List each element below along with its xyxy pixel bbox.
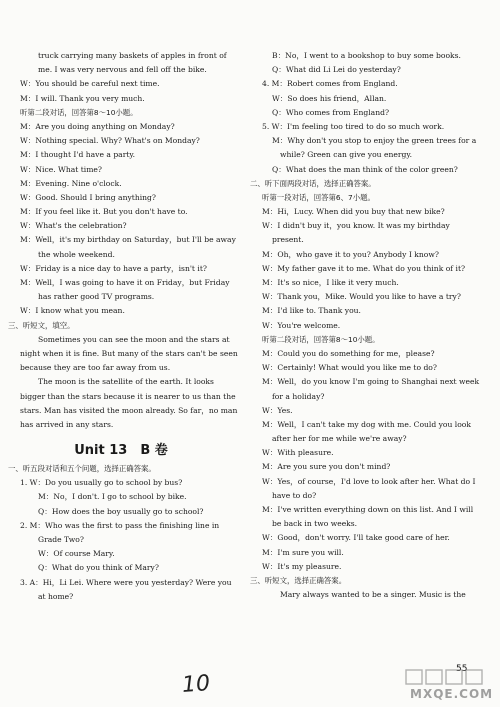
text-line: M：I'd like to. Thank you. [262, 306, 361, 316]
text-line: has rather good TV programs. [38, 292, 155, 302]
text-line: W：Good. Should I bring anything? [20, 192, 156, 202]
text-line: W：I didn't buy it，you know. It was my birthday [262, 221, 450, 231]
text-line: W：Of course Mary. [38, 549, 115, 559]
text-line: W：Yes，of course，I'd love to look after her. What do I [262, 476, 476, 486]
text-line: W：I know what you mean. [20, 306, 125, 316]
text-line: W：You should be careful next time. [20, 79, 160, 89]
text-line: 4. M：Robert comes from England. [262, 79, 398, 89]
left-column [8, 51, 238, 607]
text-line: because they are too far away from us. [20, 363, 171, 373]
text-line: M：Why don't you stop to enjoy the green trees for a [272, 136, 477, 146]
text-line: Q：What does the man think of the color green? [272, 164, 458, 174]
text-line: M：If you feel like it. But you don't have to. [20, 207, 188, 217]
text-line: 听第一段对话，回答第6、7小题。 [262, 192, 375, 202]
text-line: W：It's my pleasure. [262, 561, 342, 571]
text-line: M：It's so nice，I like it very much. [262, 278, 399, 287]
text-line: 一、听五段对话和五个问题，选择正确答案。 [8, 464, 156, 474]
text-line: 1. W：Do you usually go to school by bus? [20, 478, 183, 488]
text-line: has arrived in any stars. [20, 419, 114, 429]
text-line: M：Evening. Nine o'clock. [20, 178, 122, 188]
left-column-text [8, 51, 238, 435]
text-line: W：Good，don't worry. I'll take good care of her. [262, 533, 450, 543]
right-column [250, 52, 486, 605]
text-line: M：I thought I'd have a party. [20, 150, 136, 160]
text-line: W：You're welcome. [262, 320, 341, 330]
text-line: 听第二段对话，回答第8～10小题。 [20, 107, 138, 117]
text-line: W：Friday is a nice day to have a party，isn't it? [20, 263, 207, 273]
text-line: W：Yes. [262, 405, 293, 415]
handwritten-note: 10 [181, 671, 211, 698]
watermark-text: MXQE.COM [410, 687, 494, 701]
text-line: M：No，I don't. I go to school by bike. [38, 492, 187, 502]
text-line: have to do? [272, 490, 317, 500]
text-line: M：Are you sure you don't mind? [262, 462, 391, 472]
text-line: M：Well，I was going to have it on Friday，but Friday [20, 278, 230, 287]
watermark-logo [404, 668, 496, 704]
page-number: 55 [456, 664, 468, 674]
text-line: M：Hi，Lucy. When did you buy that new bike? [262, 207, 445, 217]
text-line: be back in two weeks. [272, 519, 358, 529]
text-line: Mary always wanted to be a singer. Music is the [280, 590, 466, 600]
unit-title: Unit 13 B 卷 [74, 443, 168, 459]
text-line: The moon is the satellite of the earth. It looks [38, 377, 214, 387]
text-line: stars. Man has visited the moon already. So far，no man [20, 405, 238, 415]
text-line: W：Thank you，Mike. Would you like to have a try? [262, 292, 461, 302]
text-line: Q：What do you think of Mary? [38, 563, 159, 573]
text-line: W：What's the celebration? [20, 221, 127, 231]
text-line: W：Nice. What time? [20, 164, 102, 174]
text-line: present. [272, 235, 304, 245]
text-line: 3. A：Hi，Li Lei. Where were you yesterday? Were you [20, 577, 232, 587]
text-line: 二、听下面两段对话，选择正确答案。 [250, 178, 376, 188]
text-line: 三、听短文，选择正确答案。 [250, 575, 347, 585]
left-column-text-continued [8, 465, 234, 607]
text-line: after her for me while we're away? [272, 434, 407, 444]
text-line: me. I was very nervous and fell off the bike. [38, 65, 207, 75]
text-line: B：No，I went to a bookshop to buy some books. [272, 51, 461, 60]
text-line: truck carrying many baskets of apples in front of [38, 51, 227, 60]
text-line: Sometimes you can see the moon and the stars at [38, 334, 230, 344]
text-line: M：Are you doing anything on Monday? [20, 121, 175, 131]
text-line: at home? [38, 591, 74, 601]
text-line: 三、听短文，填空。 [8, 320, 75, 330]
text-line: the whole weekend. [38, 249, 115, 259]
text-line: W：Certainly! What would you like me to do? [262, 363, 437, 373]
text-line: Q：Who comes from England? [272, 107, 390, 117]
text-line: for a holiday? [272, 391, 325, 401]
text-line: Q：What did Li Lei do yesterday? [272, 65, 401, 75]
text-line: M：I'm sure you will. [262, 547, 344, 557]
text-line: W：So does his friend，Allan. [272, 93, 387, 103]
text-line: Q：How does the boy usually go to school? [38, 506, 204, 516]
text-line: Grade Two? [38, 535, 84, 544]
text-line: M：I will. Thank you very much. [20, 93, 145, 103]
text-line: bigger than the stars because it is nearer to us than the [20, 391, 236, 401]
text-line: 5. W：I'm feeling too tired to do so much work. [262, 121, 445, 131]
text-line: 2. M：Who was the first to pass the finishing line in [20, 520, 220, 530]
text-line: W：Nothing special. Why? What's on Monday? [20, 136, 200, 146]
text-line: while? Green can give you energy. [280, 150, 413, 160]
right-column-text [250, 52, 486, 605]
text-line: 听第二段对话，回答第8～10小题。 [262, 334, 380, 344]
text-line: M：Well，do you know I'm going to Shanghai next week [262, 377, 480, 387]
text-line: M：Could you do something for me，please? [262, 348, 435, 358]
text-line: night when it is fine. But many of the stars can't be seen [20, 348, 238, 358]
text-line: W：With pleasure. [262, 448, 334, 458]
text-line: M：Well，it's my birthday on Saturday，but I'll be away [20, 235, 236, 245]
text-line: M：Oh，who gave it to you? Anybody I know? [262, 249, 439, 259]
text-line: W：My father gave it to me. What do you think of it? [262, 263, 466, 273]
text-line: M：I've written everything down on this list. And I will [262, 505, 474, 514]
text-line: M：Well，I can't take my dog with me. Could you look [262, 419, 471, 429]
